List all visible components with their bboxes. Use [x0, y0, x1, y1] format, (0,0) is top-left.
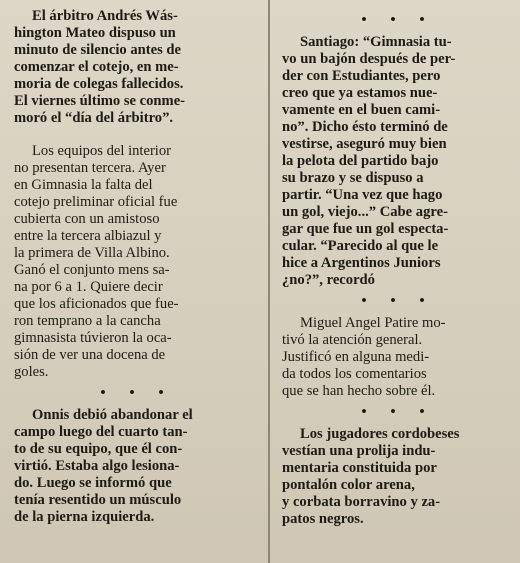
paragraph-cordobeses: Los jugadores cordobeses vestían una prolija indu- mentaria constituida por pontalón color arena, y corbata borravino y za- patos negros.	[282, 426, 460, 527]
paragraph-onnis: Onnis debió abandonar el campo luego del cuarto tan- to de su equipo, que él con- virtió. Estaba algo lesiona- do. Luego se informó que tenía resentido un músculo de la pierna izquierda.	[14, 407, 193, 525]
section-separator: • • •	[361, 293, 435, 309]
left-column	[14, 8, 260, 563]
right-column	[282, 8, 514, 563]
section-separator-top: • • •	[361, 12, 435, 28]
paragraph-interior-teams: Los equipos del interior no presentan tercera. Ayer en Gimnasia la falta del cotejo preliminar oficial fue cubierta con un amistoso entre la tercera albiazul y la primera de Villa Albino. Ganó el conjunto mens sa- na por 6 a 1. Quiere decir que los aficionados que fue- ron temprano a la cancha gimnasista túvieron la oca- sión de ver una docena de goles.	[14, 143, 179, 380]
column-divider	[268, 0, 270, 563]
paragraph-santiago: Santiago: “Gimnasia tu- vo un bajón después de per- der con Estudiantes, pero creo que ya estamos nue- vamente en el buen cami- no”. Dicho ésto terminó de vestirse, aseguró muy bien la pelota del partido bajo su brazo y se dispuso a partir. “Una vez que hago un gol, viejo...” Cabe agre- gar que fue un gol especta- cular. “Parecido al que le hice a Argentinos Juniors ¿no?”, recordó	[282, 34, 456, 288]
section-separator: • • •	[100, 385, 174, 401]
paragraph-referee-silence: El árbitro Andrés Wás- hington Mateo dispuso un minuto de silencio antes de comenzar el cotejo, en me- moria de colegas fallecidos. El viernes último se conme- moró el “día del árbitro”.	[14, 8, 186, 126]
section-separator: • • •	[361, 404, 435, 420]
paragraph-patire: Miguel Angel Patire mo- tivó la atención general. Justificó en alguna medi- da todos los comentarios que se han hecho sobre él.	[282, 315, 446, 399]
spacer	[14, 131, 260, 143]
